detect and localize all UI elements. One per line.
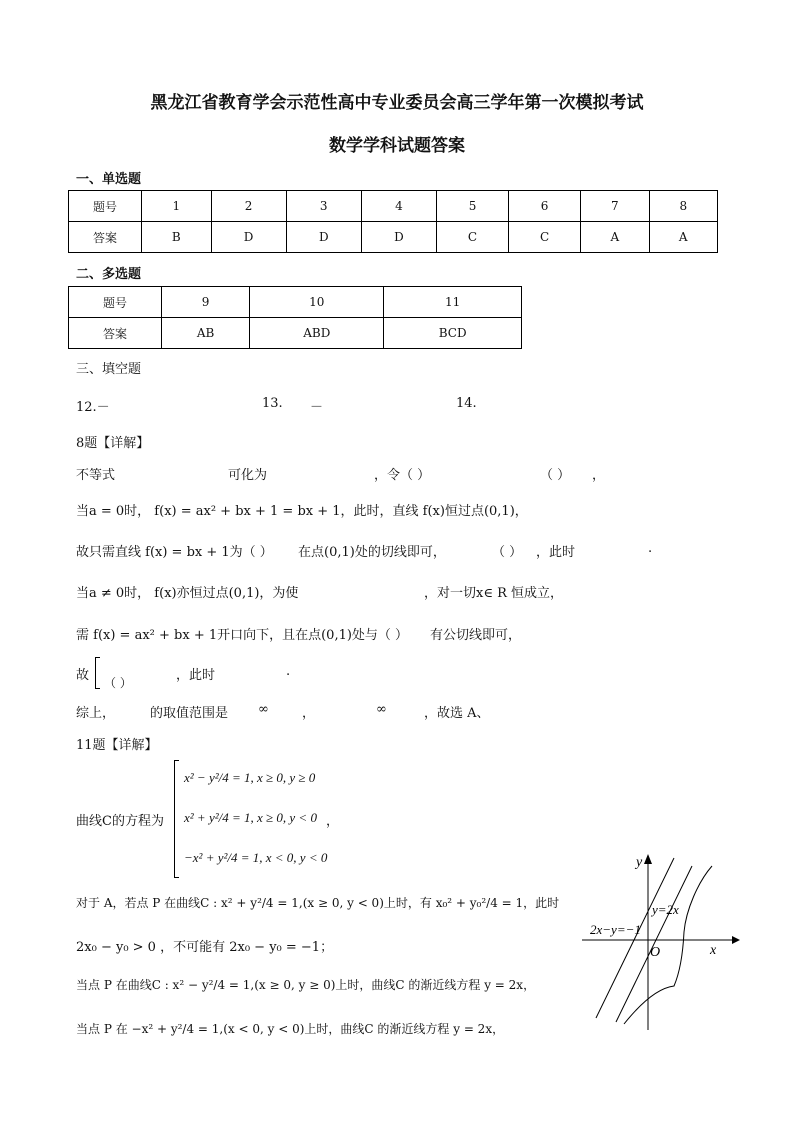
q8-line2: 当a = 0时， f(x) = ax² + bx + 1 = bx + 1，此时，直线 f(x)恒过点(0,1)， (76, 504, 528, 519)
q8-line4a: 当a ≠ 0时， f(x)亦恒过点(0,1)，为使 (76, 586, 299, 601)
q8-line1d: （ ） (540, 468, 571, 483)
table-cell: 4 (361, 191, 436, 222)
x-axis-label: x (710, 943, 717, 958)
q8-line3b: 在点(0,1)处的切线即可， (298, 545, 446, 560)
table-row (69, 318, 522, 349)
q8-line1e: ， (592, 468, 606, 483)
q8-line7f: ，故选 A、 (424, 706, 490, 721)
table-cell: D (361, 222, 436, 253)
q8-line6a: 故 (76, 668, 90, 683)
table-cell: 1 (142, 191, 212, 222)
table-cell: 题号 (69, 287, 162, 318)
origin-label: O (650, 945, 661, 960)
table-cell: AB (162, 318, 250, 349)
table-cell: 6 (509, 191, 581, 222)
answer-14: 14. (456, 396, 477, 411)
q11-curve-intro: 曲线C的方程为 (76, 814, 164, 829)
table-cell: A (649, 222, 717, 253)
table-cell: 7 (581, 191, 649, 222)
q11-case1: x² − y²/4 = 1, x ≥ 0, y ≥ 0 (184, 770, 316, 785)
q8-case-brace (95, 657, 100, 689)
q8-line1c: ，令（ ） (374, 468, 431, 483)
q8-line7b: 的取值范围是 (150, 706, 229, 721)
q11-heading: 11题【详解】 (76, 738, 158, 753)
table-row (69, 222, 718, 253)
y-axis-label: y (636, 855, 643, 870)
table-row (69, 191, 718, 222)
q8-line6d: . (286, 664, 291, 679)
q8-line7d: ， (302, 706, 316, 721)
q8-line7a: 综上， (76, 706, 116, 721)
q11-case2: x² + y²/4 = 1, x ≥ 0, y < 0 (184, 810, 317, 825)
q8-line7c: ∞ (258, 702, 269, 717)
table-cell: 9 (162, 287, 250, 318)
q8-line3c: （ ） (492, 545, 523, 560)
section-fill-blank-heading: 三、填空题 (76, 362, 142, 377)
q8-line6b: （ ） (104, 676, 132, 690)
table-cell: 5 (436, 191, 508, 222)
section-single-choice-heading: 一、单选题 (76, 172, 142, 187)
page-subtitle: 数学学科试题答案 (329, 136, 465, 156)
table-row (69, 287, 522, 318)
line-label-2x-y: 2x−y=−1 (590, 922, 641, 937)
q8-line3e: . (648, 541, 653, 556)
q8-line1b: 可化为 (228, 468, 268, 483)
q8-line6c: ，此时 (176, 668, 216, 683)
q8-line1a: 不等式 (76, 468, 116, 483)
q8-line3a: 故只需直线 f(x) = bx + 1为（ ） (76, 545, 273, 560)
table-cell: D (211, 222, 286, 253)
table-cell: 8 (649, 191, 717, 222)
single-choice-table (68, 190, 718, 253)
page-title: 黑龙江省教育学会示范性高中专业委员会高三学年第一次模拟考试 (150, 93, 644, 113)
table-cell: 答案 (69, 318, 162, 349)
table-cell: 2 (211, 191, 286, 222)
section-multi-choice-heading: 二、多选题 (76, 267, 142, 282)
q8-line5a: 需 f(x) = ax² + bx + 1开口向下，且在点(0,1)处与（ ） (76, 628, 409, 643)
q8-heading: 8题【详解】 (76, 436, 150, 451)
table-cell: A (581, 222, 649, 253)
q8-line7e: ∞ (376, 702, 387, 717)
table-cell: ABD (250, 318, 384, 349)
table-cell: B (142, 222, 212, 253)
answer-13: 13. (262, 396, 283, 411)
q8-line3d: ，此时 (536, 545, 576, 560)
table-cell: C (436, 222, 508, 253)
q11-case3: −x² + y²/4 = 1, x < 0, y < 0 (184, 850, 328, 865)
q11-line1: 对于 A，若点 P 在曲线C : x² + y²/4 = 1,(x ≥ 0, y < 0)上时，有 x₀² + y₀²/4 = 1，此时 (76, 896, 560, 910)
answer-12: 12.－ (76, 400, 110, 415)
q11-line4: 当点 P 在 −x² + y²/4 = 1,(x < 0, y < 0)上时，曲线C 的渐近线方程 y = 2x， (76, 1022, 505, 1036)
q8-line4b: ，对一切x∈ R 恒成立， (424, 586, 564, 601)
multi-choice-table (68, 286, 522, 349)
table-cell: 题号 (69, 191, 142, 222)
q11-case-brace (174, 760, 179, 878)
table-cell: 11 (384, 287, 522, 318)
line-label-y2x: y=2x (652, 902, 679, 917)
table-cell: D (286, 222, 361, 253)
table-cell: 答案 (69, 222, 142, 253)
table-cell: 3 (286, 191, 361, 222)
answer-13-dash: － (310, 400, 324, 415)
table-cell: 10 (250, 287, 384, 318)
table-cell: BCD (384, 318, 522, 349)
q11-line3: 当点 P 在曲线C : x² − y²/4 = 1,(x ≥ 0, y ≥ 0)上时，曲线C 的渐近线方程 y = 2x， (76, 978, 536, 992)
q11-figure (580, 852, 740, 1032)
q8-line5b: 有公切线即可， (430, 628, 522, 643)
q11-line2: 2x₀ − y₀ > 0 ，不可能有 2x₀ − y₀ = −1； (76, 940, 334, 955)
table-cell: C (509, 222, 581, 253)
q11-case-tail: ， (326, 814, 340, 829)
